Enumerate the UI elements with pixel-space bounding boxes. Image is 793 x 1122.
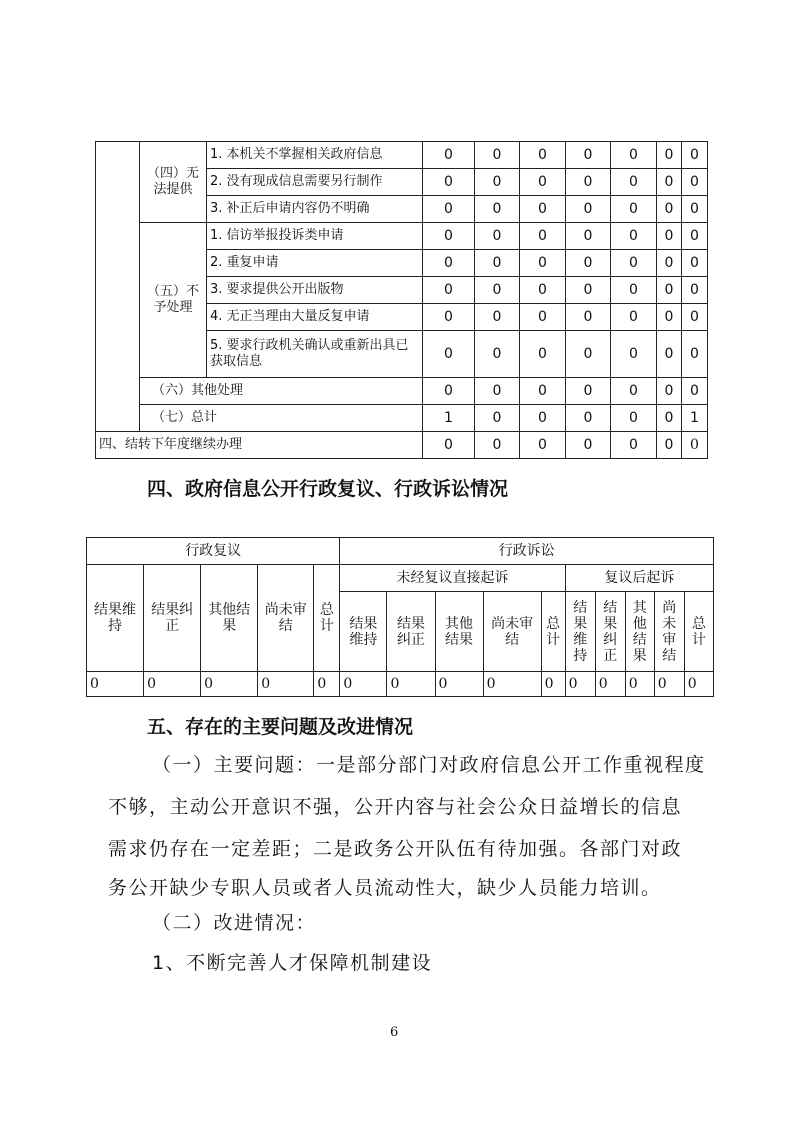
col-header: 总计 <box>684 592 713 672</box>
col-header: 结果维持 <box>565 592 595 672</box>
table-row <box>87 672 714 697</box>
col-header: 结果纠正 <box>595 592 625 672</box>
cell-value: 0 <box>657 304 682 331</box>
cell-value: 0 <box>144 672 201 697</box>
cell-value: 0 <box>520 405 566 432</box>
cell-value: 0 <box>611 331 657 378</box>
col-header: 其他结果 <box>625 592 654 672</box>
col-header: 其他结果 <box>435 592 483 672</box>
improve-title: （二）改进情况： <box>152 912 317 934</box>
outer-blank-cell <box>96 142 140 432</box>
cell-value: 0 <box>475 277 520 304</box>
cell-value: 0 <box>520 196 566 223</box>
cell-value: 0 <box>520 169 566 196</box>
cell-value: 0 <box>657 331 682 378</box>
cell-value: 0 <box>423 223 475 250</box>
cell-value: 0 <box>435 672 483 697</box>
cell-value: 0 <box>657 196 682 223</box>
cell-value: 0 <box>541 672 565 697</box>
col-header: 结果纠正 <box>387 592 435 672</box>
cell-value: 0 <box>423 196 475 223</box>
litigation-header: 行政诉讼 <box>340 538 714 565</box>
cell-value: 0 <box>423 250 475 277</box>
cell-value: 0 <box>657 378 682 405</box>
section5-title: 五、存在的主要问题及改进情况 <box>147 716 414 738</box>
cell-value: 0 <box>520 378 566 405</box>
col-header: 其他结果 <box>201 565 258 672</box>
cell-value: 0 <box>657 432 682 459</box>
cell-value: 0 <box>657 142 682 169</box>
cell-value: 0 <box>475 378 520 405</box>
cell-value: 0 <box>423 169 475 196</box>
cell-value: 0 <box>520 432 566 459</box>
col-header: 结果维持 <box>87 565 144 672</box>
cell-value: 0 <box>566 169 611 196</box>
cell-value: 0 <box>611 142 657 169</box>
table-row <box>96 432 708 459</box>
table-row <box>96 142 708 169</box>
cell-value: 0 <box>475 169 520 196</box>
row-label: 2. 没有现成信息需要另行制作 <box>207 169 423 196</box>
col-header: 结果纠正 <box>144 565 201 672</box>
cell-value: 0 <box>423 432 475 459</box>
cell-value: 0 <box>682 432 708 459</box>
table-header-row <box>87 565 714 592</box>
cell-value: 0 <box>654 672 684 697</box>
cell-value: 0 <box>423 331 475 378</box>
cell-value: 0 <box>483 672 541 697</box>
cell-value: 0 <box>565 672 595 697</box>
cell-value: 0 <box>423 304 475 331</box>
page-number: 6 <box>390 1025 399 1040</box>
row-label: 1. 信访举报投诉类申请 <box>207 223 423 250</box>
cell-value: 0 <box>682 196 708 223</box>
cell-value: 0 <box>657 169 682 196</box>
cell-value: 0 <box>684 672 713 697</box>
col-header: 尚未审结 <box>258 565 314 672</box>
cell-value: 0 <box>87 672 144 697</box>
row-label: 1. 本机关不掌握相关政府信息 <box>207 142 423 169</box>
cell-value: 0 <box>475 304 520 331</box>
col-header: 尚未审结 <box>654 592 684 672</box>
direct-header: 未经复议直接起诉 <box>340 565 565 592</box>
problems-line: 务公开缺少专职人员或者人员流动性大，缺少人员能力培训。 <box>108 877 662 899</box>
cell-value: 0 <box>682 277 708 304</box>
cell-value: 0 <box>566 250 611 277</box>
cell-value: 0 <box>475 331 520 378</box>
table-header-row <box>87 538 714 565</box>
problems-line: 需求仍存在一定差距；二是政务公开队伍有待加强。各部门对政 <box>108 838 683 860</box>
cell-value: 0 <box>475 405 520 432</box>
cell-value: 0 <box>566 142 611 169</box>
cell-value: 0 <box>566 277 611 304</box>
cell-value: 0 <box>611 196 657 223</box>
cell-value: 0 <box>566 405 611 432</box>
cell-value: 0 <box>566 196 611 223</box>
improve-item: 1、不断完善人才保障机制建设 <box>152 952 433 974</box>
cell-value: 0 <box>520 331 566 378</box>
problems-line: 不够，主动公开意识不强，公开内容与社会公众日益增长的信息 <box>108 796 683 818</box>
after-header: 复议后起诉 <box>565 565 713 592</box>
cell-value: 0 <box>611 432 657 459</box>
cell-value: 0 <box>566 304 611 331</box>
cell-value: 1 <box>682 405 708 432</box>
cell-value: 0 <box>682 142 708 169</box>
cell-value: 0 <box>611 169 657 196</box>
cell-value: 0 <box>566 432 611 459</box>
cell-value: 0 <box>258 672 314 697</box>
row-label: 4. 无正当理由大量反复申请 <box>207 304 423 331</box>
cell-value: 0 <box>682 169 708 196</box>
problems-line: （一）主要问题：一是部分部门对政府信息公开工作重视程度 <box>152 754 706 776</box>
cell-value: 0 <box>566 331 611 378</box>
cell-value: 0 <box>682 250 708 277</box>
cell-value: 0 <box>611 250 657 277</box>
table-row <box>96 223 708 250</box>
cell-value: 0 <box>475 196 520 223</box>
cell-value: 0 <box>611 378 657 405</box>
cell-value: 0 <box>340 672 387 697</box>
group4-label: （四）无法提供 <box>140 142 207 223</box>
cell-value: 0 <box>520 142 566 169</box>
row-label: 5. 要求行政机关确认或重新出具已获取信息 <box>207 331 423 378</box>
cell-value: 0 <box>566 223 611 250</box>
cell-value: 0 <box>475 223 520 250</box>
row-label: 2. 重复申请 <box>207 250 423 277</box>
cell-value: 0 <box>611 223 657 250</box>
cell-value: 0 <box>657 405 682 432</box>
cell-value: 0 <box>682 378 708 405</box>
cell-value: 0 <box>520 304 566 331</box>
cell-value: 0 <box>566 378 611 405</box>
cell-value: 0 <box>682 223 708 250</box>
cell-value: 1 <box>423 405 475 432</box>
row-label: 3. 补正后申请内容仍不明确 <box>207 196 423 223</box>
cell-value: 0 <box>682 304 708 331</box>
col-header: 总计 <box>541 592 565 672</box>
cell-value: 0 <box>611 304 657 331</box>
cell-value: 0 <box>682 331 708 378</box>
application-handling-table <box>95 141 708 459</box>
cell-value: 0 <box>387 672 435 697</box>
cell-value: 0 <box>657 223 682 250</box>
cell-value: 0 <box>657 277 682 304</box>
table-row <box>96 405 708 432</box>
review-litigation-table <box>86 537 714 697</box>
cell-value: 0 <box>611 277 657 304</box>
col-header: 尚未审结 <box>483 592 541 672</box>
cell-value: 0 <box>201 672 258 697</box>
cell-value: 0 <box>520 223 566 250</box>
row-label: 3. 要求提供公开出版物 <box>207 277 423 304</box>
cell-value: 0 <box>657 250 682 277</box>
cell-value: 0 <box>423 142 475 169</box>
cell-value: 0 <box>475 432 520 459</box>
cell-value: 0 <box>475 250 520 277</box>
cell-value: 0 <box>520 250 566 277</box>
col-header: 总计 <box>314 565 340 672</box>
review-header: 行政复议 <box>87 538 340 565</box>
cell-value: 0 <box>625 672 654 697</box>
cell-value: 0 <box>314 672 340 697</box>
cell-value: 0 <box>595 672 625 697</box>
section4-title: 四、政府信息公开行政复议、行政诉讼情况 <box>147 478 509 500</box>
cell-value: 0 <box>423 277 475 304</box>
cell-value: 0 <box>520 277 566 304</box>
total-label: （七）总计 <box>140 405 423 432</box>
cell-value: 0 <box>611 405 657 432</box>
cell-value: 0 <box>423 378 475 405</box>
table-row <box>96 378 708 405</box>
carry-label: 四、结转下年度继续办理 <box>96 432 423 459</box>
group5-label: （五）不予处理 <box>140 223 207 378</box>
col-header: 结果维持 <box>340 592 387 672</box>
other-label: （六）其他处理 <box>140 378 423 405</box>
cell-value: 0 <box>475 142 520 169</box>
